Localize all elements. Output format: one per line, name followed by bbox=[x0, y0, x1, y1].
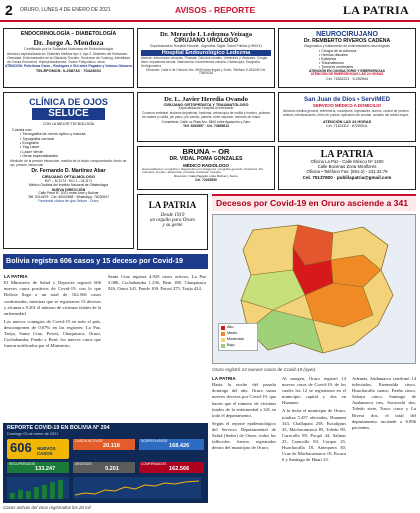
article-oruro-column-2 bbox=[282, 376, 346, 510]
section-title: AVISOS - REPORTE bbox=[175, 5, 256, 15]
legend-label: Medio bbox=[227, 331, 238, 335]
oruro-map-caption: Oruro registró 14 nuevos casos de Covid-19 (ayer) bbox=[212, 367, 316, 372]
ad-address: Dirección: Calle Pagador entre Bolívar y Sucre bbox=[174, 174, 238, 179]
article-main-column-2 bbox=[108, 274, 206, 422]
ad-services-header: Cuenta con: bbox=[12, 127, 33, 132]
ad-brand: SELUCE bbox=[32, 108, 105, 120]
article-main-column-1 bbox=[4, 274, 101, 422]
ad-lapatria-contact bbox=[278, 146, 416, 190]
ad-doctor: Dr. REMBERTO RIVEROS CADENA bbox=[303, 38, 391, 45]
ad-university: Médico Oculista del Instituto Nacional de Oftalmología bbox=[28, 182, 109, 187]
ad-seluce bbox=[3, 92, 134, 249]
infographic-trend-graphic bbox=[73, 477, 201, 499]
ad-address: Calle Petot N° 1021 entre Arce y Bolívar bbox=[38, 190, 99, 195]
ad-registry: M.P. – M-2174 · M.C.I. – M-1171 bbox=[44, 179, 93, 184]
issue-date: ORURO, LUNES 4 DE ENERO DE 2021 bbox=[20, 7, 111, 13]
ad-line: Calle Bocenas Zona Miraflores bbox=[317, 163, 377, 169]
ad-specialty: CIRUJANO OFTALMÓLOGO bbox=[41, 174, 96, 180]
stat-confirmed bbox=[139, 462, 204, 473]
stat-deaths bbox=[73, 462, 135, 473]
ad-line: Oficina La Paz - Calle México Nº 1400 bbox=[310, 159, 384, 164]
stat-label: DECESOS bbox=[75, 462, 92, 466]
ad-body: Atención médica general, enfermería, curaciones, inyectables, sueros, control de presión arterial, nebulizaciones, retiro de puntos, aplicación de sondas, cuidado del adulto mayor. bbox=[283, 109, 410, 118]
stat-value: 168.426 bbox=[169, 443, 190, 449]
article-paragraph: Hasta la noche del pasado domingo del año, Oruro suma nuevos decesos por Covid-19, que hacen que el número de víctimas fatales de la enfermedad a 341 en todo el departamento. bbox=[212, 382, 276, 418]
article-oruro-byline: LA PATRIA bbox=[212, 376, 236, 381]
ad-note-emergency: ATENCIÓN DE EMERGENCIAS LAS 24 HORAS bbox=[310, 72, 384, 77]
article-oruro-headline-box bbox=[212, 194, 416, 211]
infographic-bars bbox=[7, 477, 69, 499]
article-oruro-column-1 bbox=[212, 376, 276, 510]
ad-item: • Cirugía de la columna bbox=[319, 49, 415, 53]
stat-active bbox=[73, 439, 135, 450]
page-number: 2 bbox=[5, 2, 13, 18]
ad-body: Especialidad en ecografía y diagnóstico por imágenes: ecografía general, obstétrica, 4D, mamaria, tiroides, abdominal, próstata, testicular, Doppler. bbox=[142, 166, 264, 175]
ad-phones: Telf. 5214675 · Cel. 60002568 · WhatsApp: 76230947 bbox=[27, 194, 110, 199]
article-paragraph: Santa Cruz registra 4.929 casos activos, La Paz 3.086, Cochabamba 1.236, Beni 188, Chuquisaca 926, Oruro 341, Pando 109, Potosí 275, Tarija 424. bbox=[108, 274, 206, 292]
ad-bruna bbox=[137, 146, 275, 190]
ad-specialty: MÉDICO RADIÓLOGO bbox=[183, 162, 229, 168]
ad-title: San Juan de Dios • ServiMED bbox=[303, 96, 391, 103]
article-paragraph: El Ministerio de Salud y Deportes registró 606 nuevos casos positivos de Covid-19, con lo que Bolivia llega a un total de 162.566 casos confirmados, mientras que se registraron 15 decesos y alcanza a 9.201 el número de víctimas fatales de la enfermedad. bbox=[4, 280, 101, 316]
ad-traumatologo bbox=[137, 92, 275, 142]
ad-title: ENDOCRINOLOGÍA – DIABETOLOGÍA bbox=[20, 31, 117, 37]
article-main-byline: LA PATRIA bbox=[4, 274, 28, 279]
ad-service: • Otras especialidades bbox=[20, 154, 133, 158]
ad-body: Atención especializada en: Diabetes Mellitus tipo 1, tipo 2, Diabetes del Embarazo. Obesidad. Enfermedades de la Glándula Tiroides. Síndrome de Cushing, Infertilidad de Causa Endocrina. Hiperprolactinemia. Ovario Poliquístico, otros. bbox=[7, 52, 130, 65]
legend-label: Alto bbox=[227, 325, 234, 329]
ad-phones: Telf. 5254557 · Cel. 73835612 bbox=[182, 123, 230, 128]
page-header bbox=[0, 0, 420, 22]
ad-endocrinologia bbox=[3, 28, 134, 88]
oruro-map-figure bbox=[212, 214, 416, 364]
ad-title: LA PATRIA bbox=[148, 200, 197, 210]
ad-item: • Hernias discales bbox=[319, 53, 415, 57]
legend-label: Moderado bbox=[227, 337, 245, 341]
ad-address: ATENCIÓN: Policlínica Oruro - Rodríguez # 514 entre Pagador y Velasco Galvarro bbox=[4, 64, 133, 69]
paper-name: LA PATRIA bbox=[343, 3, 409, 17]
stat-value: 162.566 bbox=[169, 466, 190, 472]
new-cases-block bbox=[7, 439, 69, 459]
ad-address: Dirección: Calle 6 de Octubre Nro. 5949 entre Ingavi y Junín, Teléfono 5-254049 Cel. 73805018 bbox=[146, 67, 266, 76]
ad-subtitle: Diagnóstico y tratamiento de enfermedades neurológicas bbox=[304, 44, 390, 49]
new-cases-value: 606 bbox=[10, 440, 32, 455]
ad-service: • Láser Verde bbox=[20, 150, 133, 154]
ad-neurocirujano bbox=[278, 28, 416, 88]
ad-phone: Cel. 71101112 · 67200011 bbox=[326, 124, 368, 129]
stat-value: 20.118 bbox=[103, 443, 120, 449]
legend-item-low bbox=[221, 343, 255, 349]
ad-line: y su gente bbox=[162, 223, 183, 228]
infographic-caption: Casos activos del virus registrados los 20 mil bbox=[3, 505, 91, 510]
ad-item: • Traumatismos bbox=[319, 61, 415, 65]
map-legend bbox=[218, 323, 258, 351]
article-paragraph: Según el reporte epidemiológico del Servicio Departamental de Salud (Sedes) de Oruro, todos los fallecidos fueron registrados dentro del municipio de Oruro. bbox=[212, 420, 276, 451]
stat-label: CONFIRMADOS bbox=[141, 462, 167, 466]
ad-title: CIRUJANO URÓLOGO bbox=[173, 38, 238, 44]
ad-title: NEUROCIRUJANO bbox=[316, 31, 378, 38]
ad-item: • Tumores cerebrales bbox=[319, 65, 415, 69]
ad-doctor: Dr. Fernando D. Martínez Abar bbox=[31, 168, 106, 175]
article-paragraph: A la fecha el municipio de Oruro, totaliza 5.457 afectados, Huanuni 343, Challapata 258, Eucaliptus 45, Machacamarca 85, Toledo 90, Caracollo 89, Poopó 44, Salinas 25, Caracollo 83, Corque 25, Huachacalla 18, Antequera 30, Cruz de Machacamarca 10, Escara 6 y Santiago de Huari 23. bbox=[282, 408, 346, 463]
new-cases-label: NUEVOS CASOS bbox=[37, 446, 56, 457]
ad-service: • Yag Láser bbox=[20, 145, 133, 149]
ad-line: un orgullo para Oruro bbox=[149, 218, 196, 223]
legend-label: Bajo bbox=[227, 343, 235, 347]
ad-doctor: Dr. L. Javier Heredia Ovando bbox=[164, 96, 248, 103]
ad-phone: Cel. 71852221 · 5-252544 bbox=[326, 77, 368, 82]
stat-suspected bbox=[139, 439, 204, 450]
ad-line: Desde 1919 bbox=[160, 213, 185, 218]
article-main-headline-box bbox=[3, 254, 208, 269]
ad-doctor: Dr. Jorge A. Mendoza bbox=[33, 38, 104, 48]
article-oruro-headline: Decesos por Covid-19 en Oruro asciende a 341 bbox=[216, 198, 409, 208]
article-paragraph: Además, Andamarca confirmó 14 infectados, Esmeralda cinco, Huachacalla cuatro, Pazña cinco, Sabaya cinco, Santiago de Andamarca tres, Soracachi dos, Toledo siete, Turco cinco y La Rivera dos, el total del departamento asciende a 6.896 pacientes. bbox=[352, 376, 416, 430]
article-oruro-column-3 bbox=[352, 376, 416, 510]
ad-servimed bbox=[278, 92, 416, 142]
ad-phones: Cel. 72433550 bbox=[195, 177, 217, 182]
ad-social: Facebook clínica de ojos Seluce - Oruro bbox=[38, 198, 99, 203]
infographic-date: Domingo 03 de enero de 2021 bbox=[7, 432, 59, 436]
ad-note: ATENCIÓN EN CONSULTORIO Y EMERGENCIAS bbox=[309, 68, 385, 73]
article-paragraph: Los nuevos contagios de Covid-19 en todo el país, descomponen de 0.07% en las regiones: La Paz, Tarija, Santa Cruz, Potosí, Chuquisaca, Oruro, Cochabamba, Pando y Beni; los nuevos casos que fueron notificados por el Ministerio. bbox=[4, 318, 101, 349]
stat-label: SOSPECHOSOS bbox=[141, 439, 168, 443]
stat-value: 9.201 bbox=[105, 466, 119, 472]
stat-label: CASOS ACTIVOS bbox=[75, 439, 103, 443]
ad-doctor: DR. VIDAL POMA GONZALES bbox=[169, 155, 243, 162]
ad-urologo bbox=[137, 28, 275, 88]
ad-lapatria-small bbox=[137, 194, 208, 250]
ad-phones: TELÉFONOS: 5-258733 · 70423601 bbox=[35, 67, 102, 73]
ad-extra: Medición de la presión intraocular, medida de la visión computarizada, fondo de ojo, presión intraocular bbox=[10, 159, 127, 168]
ad-body: Columna vertebral, lesiones deportivas, fracturas, artroscopía de rodilla y hombro, prótesis de cadera y rodilla, pie plano, pie zambo, juanete, túnel carpiano, lesiones de mano. bbox=[142, 111, 270, 120]
ad-service: • Topografía corneal bbox=[20, 137, 133, 141]
ad-item: • Epilepsia bbox=[319, 57, 415, 61]
ad-hours: NUEVA DIRECCIÓN bbox=[51, 187, 86, 192]
ad-title: CIRUJANO ORTOPEDISTA Y TRAUMATÓLOGO bbox=[163, 103, 249, 107]
stat-value: 133.247 bbox=[35, 466, 56, 472]
ad-title: BRUNA – OR bbox=[182, 147, 230, 156]
ad-items bbox=[279, 49, 415, 70]
ad-hospital: Hospital Endourológico Ledezma bbox=[141, 50, 271, 56]
stat-label: RECUPERADOS bbox=[9, 462, 36, 466]
ad-line: Cel. 75137800 · publilapatria@gmail.com bbox=[302, 174, 392, 180]
ad-service: • Ecografía bbox=[20, 141, 133, 145]
ad-subtitle: Especialización Hospital Universitario bbox=[178, 106, 234, 111]
infographic-title: REPORTE COVID-19 EN BOLIVIA N° 294 bbox=[7, 425, 110, 431]
article-main-headline: Bolivia registra 606 casos y 15 deceso por Covid-19 bbox=[6, 256, 183, 265]
ad-title: CLÍNICA DE OJOS bbox=[29, 97, 108, 107]
covid-bolivia-infographic bbox=[3, 423, 208, 503]
article-paragraph: Al margen, Oruro registró 14 nuevos casos de Covid-19, de los cuales los 12 se registraron en el municipio capital y dos en Huanuni. bbox=[282, 376, 346, 406]
ad-line: Oficina • Teléfono Fax: (591-2) - 231.32.79 bbox=[306, 168, 388, 174]
ad-doctor: Dr. Merardo I. Ledezma Veizaga bbox=[159, 31, 253, 38]
ad-services bbox=[4, 132, 133, 158]
ad-address: Consultorio: Calle La Plata Nro. 5842 entre Ayacucho y Caro bbox=[161, 119, 251, 124]
ad-subtitle: Especialización Hospital Escuela - Argentina. Mgter. Salud Pública (UNSXX) bbox=[150, 43, 262, 48]
ad-subtitle: Certificado por la Sociedad Boliviana de Endocrinología bbox=[24, 47, 113, 52]
ad-service: • Tomografía de nervio óptico y mácula bbox=[20, 132, 133, 136]
ad-tagline: CON LA MEJOR TECNOLOGÍA bbox=[42, 121, 95, 126]
ad-subtitle: SERVICIO MÉDICO A DOMICILIO bbox=[312, 103, 382, 109]
stat-recovered bbox=[7, 462, 69, 473]
ad-hours: ATENCIÓN LAS 24 HORAS bbox=[322, 120, 372, 124]
ad-body: Atiende: Infecciones urinarias, Próstata, Cálculos renales, Ureterales y Vesicales, Cirugía láser, Impotencia sexual, Vasectomía, Incontinencia urinaria, Cistoscopía, Ecografía, Uroflujometría. bbox=[141, 56, 268, 68]
ad-title: LA PATRIA bbox=[320, 149, 374, 160]
